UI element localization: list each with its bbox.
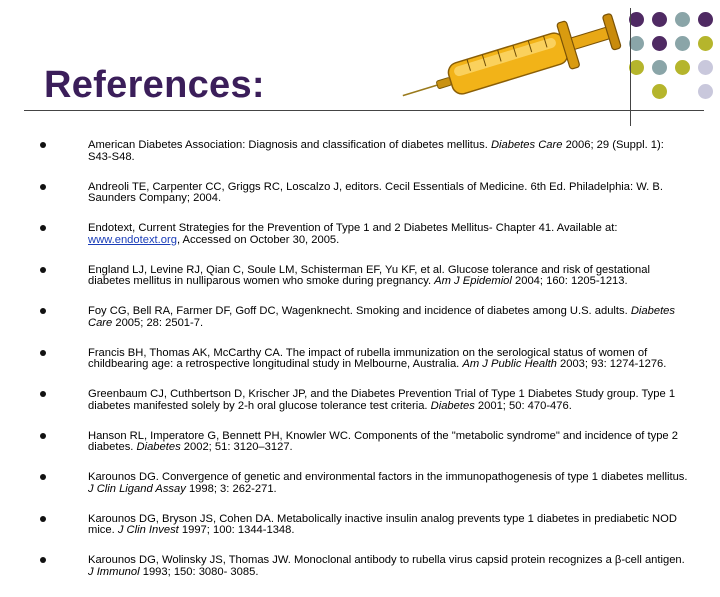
reference-text: 2002; 51: 3120–3127.	[180, 441, 293, 453]
bullet-icon	[40, 350, 46, 356]
reference-item	[40, 223, 690, 265]
bullet-icon	[40, 516, 46, 522]
bullet-icon	[40, 474, 46, 480]
decor-dot	[652, 84, 667, 99]
journal-name: Diabetes	[430, 399, 475, 412]
bullet-icon	[40, 308, 46, 314]
decor-dot	[652, 60, 667, 75]
reference-item	[40, 514, 690, 556]
decor-dot	[698, 12, 713, 27]
journal-name: Diabetes	[136, 441, 181, 453]
reference-text: 1993; 150: 3080- 3085.	[139, 565, 259, 578]
reference-text: Karounos DG. Convergence of genetic and environmental factors in the immunopathogenesis of type 1 diabetes mellitus.	[88, 471, 688, 483]
reference-item	[40, 348, 690, 390]
reference-text: Greenbaum CJ, Cuthbertson D, Krischer JP, and the Diabetes Prevention Trial of Type 1 Diabetes Study group. Type 1 diabetes manifested solely by 2-h oral glucose tolerance test criteria.	[88, 388, 676, 412]
bullet-icon	[40, 184, 46, 190]
reference-item	[40, 389, 690, 431]
reference-text: , Accessed on October 30, 2005.	[176, 233, 340, 246]
journal-name: Am J Public Health	[462, 358, 557, 370]
bullet-icon	[40, 557, 46, 563]
syringe-icon	[392, 6, 632, 102]
reference-text: Andreoli TE, Carpenter CC, Griggs RC, Loscalzo J, editors. Cecil Essentials of Medicine. 6th Ed. Philadelphia: W. B. Saunders Company; 2004.	[88, 180, 663, 204]
reference-item	[40, 265, 690, 307]
reference-text: Francis BH, Thomas AK, McCarthy CA. The impact of rubella immunization on the serological status of women of childbearing age: a retrospective longitudinal study in Melbourne, Australia.	[88, 346, 648, 370]
bullet-icon	[40, 142, 46, 148]
decor-dot	[675, 12, 690, 27]
reference-text: 2006; 29 (Suppl. 1): S43-S48.	[88, 139, 664, 163]
decor-dot	[675, 36, 690, 51]
journal-name: J Clin Ligand Assay	[88, 482, 186, 495]
decor-dot	[698, 36, 713, 51]
reference-text: American Diabetes Association: Diagnosis and classification of diabetes mellitus.	[88, 139, 491, 151]
reference-text: 2001; 50: 470-476.	[474, 399, 572, 412]
reference-list	[40, 140, 690, 597]
decor-dot	[698, 60, 713, 75]
title-rule	[24, 110, 704, 111]
journal-name: J Clin Invest	[117, 524, 179, 536]
decor-dot	[698, 84, 713, 99]
reference-text: Endotext, Current Strategies for the Prevention of Type 1 and 2 Diabetes Mellitus- Chapter 41. Available at:	[88, 222, 618, 234]
reference-text: Karounos DG, Bryson JS, Cohen DA. Metabolically inactive insulin analog prevents type 1 diabetes in prediabetic NOD mice.	[88, 512, 677, 536]
reference-link[interactable]: www.endotext.org	[88, 233, 177, 246]
reference-text: Foy CG, Bell RA, Farmer DF, Goff DC, Wagenknecht. Smoking and incidence of diabetes among U.S. adults.	[88, 305, 631, 317]
reference-text: 2003; 93: 1274-1276.	[556, 358, 667, 370]
decor-dot	[652, 36, 667, 51]
reference-item	[40, 182, 690, 224]
journal-name: Diabetes Care	[88, 305, 675, 329]
reference-text: Karounos DG, Wolinsky JS, Thomas JW. Monoclonal antibody to rubella virus capsid protein recognizes a β-cell antigen.	[88, 554, 685, 566]
decor-dot	[652, 12, 667, 27]
reference-item	[40, 306, 690, 348]
journal-name: Am J Epidemiol	[434, 275, 512, 287]
reference-item	[40, 140, 690, 182]
reference-item	[40, 431, 690, 473]
reference-text: 1998; 3: 262-271.	[185, 482, 277, 495]
reference-text: England LJ, Levine RJ, Qian C, Soule LM, Schisterman EF, Yu KF, et al. Glucose tolerance and risk of gestational diabetes mellitus in nulliparous women who smoke during pregnancy.	[88, 263, 650, 287]
reference-text: 2005; 28: 2501-7.	[112, 316, 204, 329]
journal-name: Diabetes Care	[490, 139, 563, 151]
reference-item	[40, 555, 690, 597]
bullet-icon	[40, 225, 46, 231]
reference-item	[40, 472, 690, 514]
bullet-icon	[40, 391, 46, 397]
decor-dot	[675, 60, 690, 75]
bullet-icon	[40, 433, 46, 439]
journal-name: J Immunol	[88, 565, 140, 578]
reference-text: 1997; 100: 1344-1348.	[178, 524, 295, 536]
page-title: References:	[44, 64, 265, 106]
bullet-icon	[40, 267, 46, 273]
reference-text: Hanson RL, Imperatore G, Bennett PH, Knowler WC. Components of the "metabolic syndrome" and incidence of type 2 diabetes.	[88, 429, 678, 453]
reference-text: 2004; 160: 1205-1213.	[511, 275, 628, 287]
